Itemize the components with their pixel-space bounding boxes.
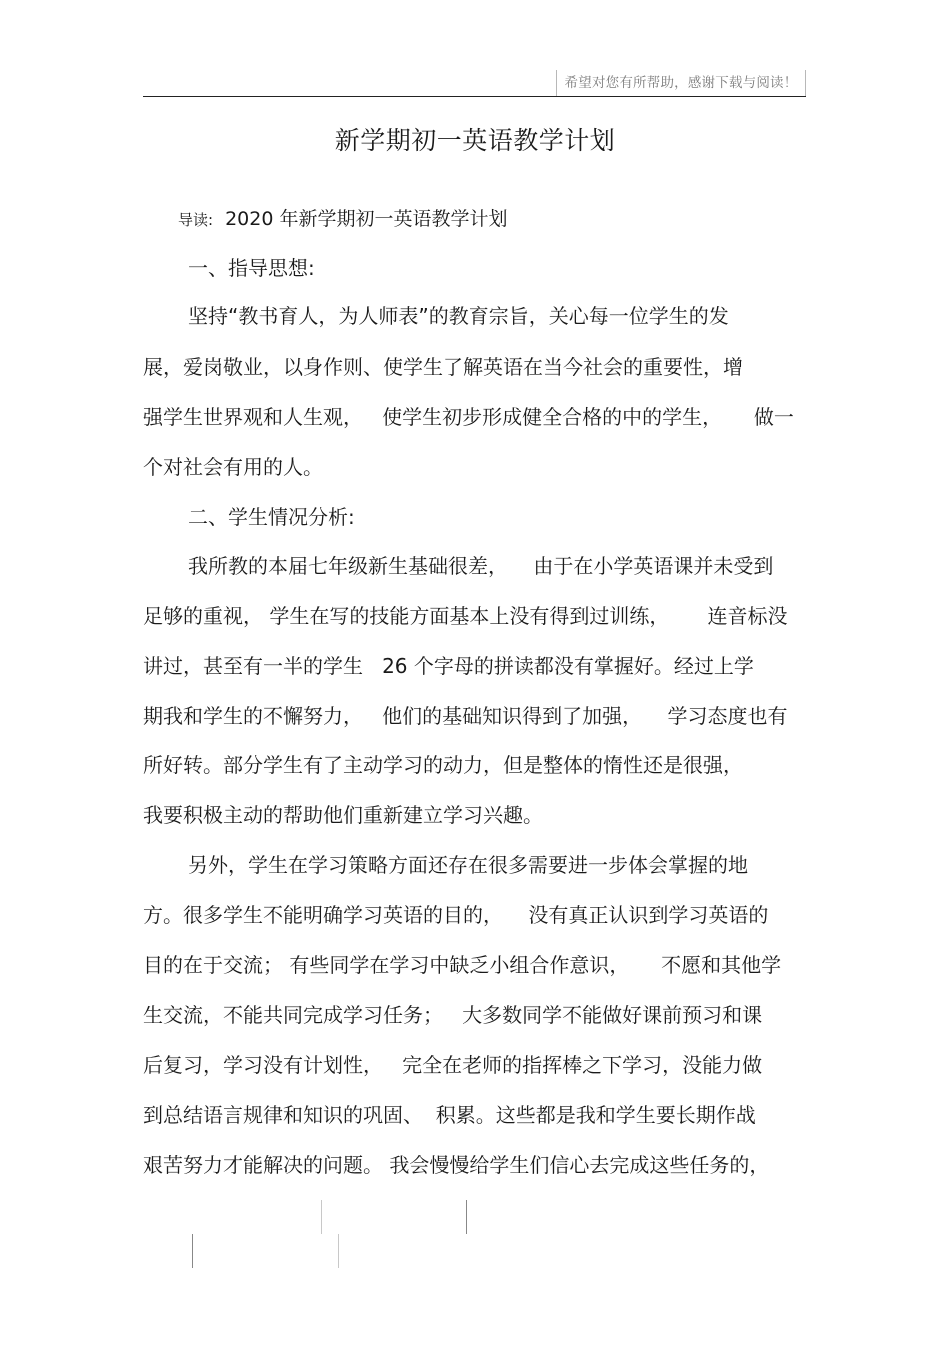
scan-artifact-line: [338, 1234, 339, 1268]
body-line: 另外，学生在学习策略方面还存在很多需要进一步体会掌握的地: [188, 853, 748, 877]
section-heading-guiding-idea: 一、指导思想:: [188, 256, 315, 280]
body-line: 我要积极主动的帮助他们重新建立学习兴趣。: [143, 803, 543, 827]
body-line: 艰苦努力才能解决的问题。 我会慢慢给学生们信心去完成这些任务的，: [143, 1153, 770, 1177]
body-line: 个对社会有用的人。: [143, 455, 323, 479]
body-line: 生交流，不能共同完成学习任务； 大多数同学不能做好课前预习和课: [143, 1003, 763, 1027]
body-line: 到总结语言规律和知识的巩固、 积累。这些都是我和学生要长期作战: [143, 1103, 756, 1127]
body-line: 足够的重视， 学生在写的技能方面基本上没有得到过训练， 连音标没: [143, 604, 788, 628]
header-note: 希望对您有所帮助，感谢下载与阅读！: [556, 70, 806, 96]
lead-text: 2020 年新学期初一英语教学计划: [225, 208, 508, 230]
scan-artifact-line: [466, 1200, 467, 1234]
body-line: 后复习，学习没有计划性， 完全在老师的指挥棒之下学习，没能力做: [143, 1053, 763, 1077]
body-line: 期我和学生的不懈努力， 他们的基础知识得到了加强， 学习态度也有: [143, 704, 788, 728]
scan-artifact-line: [192, 1234, 193, 1268]
header-divider: [143, 96, 806, 97]
body-line: 展，爱岗敬业，以身作则、使学生了解英语在当今社会的重要性，增: [143, 355, 743, 379]
body-line: 讲过，甚至有一半的学生 26 个字母的拼读都没有掌握好。经过上学: [143, 654, 754, 678]
section-heading-student-analysis: 二、学生情况分析:: [188, 505, 355, 529]
scan-artifact-line: [321, 1200, 322, 1234]
body-line: 所好转。部分学生有了主动学习的动力，但是整体的惰性还是很强，: [143, 753, 743, 777]
body-line: 强学生世界观和人生观， 使学生初步形成健全合格的中的学生， 做一: [143, 405, 794, 429]
document-title: 新学期初一英语教学计划: [334, 126, 616, 155]
body-line: 目的在于交流； 有些同学在学习中缺乏小组合作意识， 不愿和其他学: [143, 953, 782, 977]
body-line: 方。很多学生不能明确学习英语的目的， 没有真正认识到学习英语的: [143, 903, 769, 927]
lead-row: [178, 204, 507, 234]
body-line: 坚持“教书育人，为人师表”的教育宗旨，关心每一位学生的发: [188, 304, 729, 328]
lead-label: 导读:: [178, 211, 214, 229]
body-line: 我所教的本届七年级新生基础很差， 由于在小学英语课并未受到: [188, 554, 774, 578]
